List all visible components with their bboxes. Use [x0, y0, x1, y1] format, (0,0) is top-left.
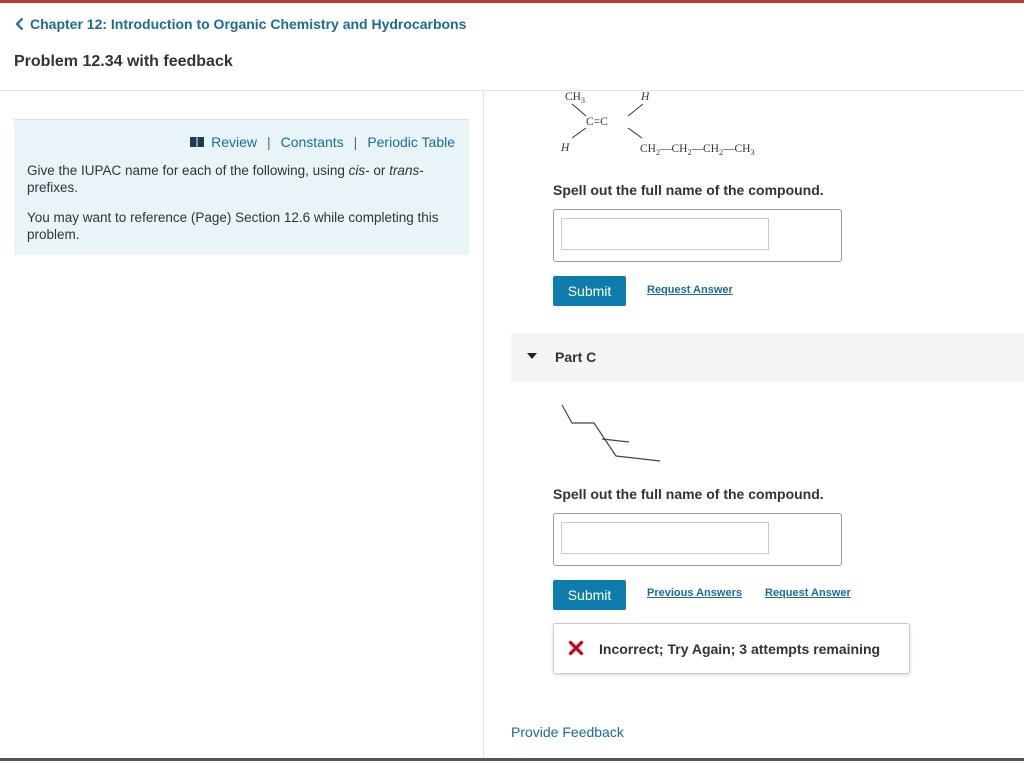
skeletal-chain — [562, 405, 660, 461]
instruction-prefix: Give the IUPAC name for each of the following, using — [27, 163, 349, 178]
molecule-structure-b — [556, 86, 836, 156]
provide-feedback-link[interactable]: Provide Feedback — [511, 724, 624, 740]
part-c-request-answer-link[interactable]: Request Answer — [765, 587, 851, 599]
bond-h-c — [628, 104, 643, 116]
resource-links — [190, 134, 455, 150]
top-accent-line — [0, 0, 1024, 3]
chevron-left-icon — [12, 16, 28, 32]
book-icon — [190, 137, 204, 147]
bond-c-chain — [628, 128, 642, 138]
link-separator: | — [266, 134, 271, 150]
previous-answers-link[interactable]: Previous Answers — [647, 587, 742, 599]
part-c-header[interactable] — [511, 333, 1024, 382]
molecule-structure-c — [556, 395, 676, 470]
review-link[interactable]: Review — [211, 134, 257, 150]
trans-term: trans — [389, 163, 420, 178]
error-x-icon — [568, 640, 584, 656]
reference-text: You may want to reference (Page) Section 12.6 while completing this problem. — [27, 210, 439, 242]
instruction-or: - or — [365, 163, 390, 178]
part-b-submit-button[interactable]: Submit — [553, 276, 626, 306]
bond-ch3-c — [572, 104, 586, 116]
instruction-suffix: -prefixes. — [27, 163, 424, 195]
header-divider — [0, 90, 1024, 91]
chain-label: $CH_2—CH_2—CH_2—CH_3$ — [640, 143, 755, 156]
chapter-back-link[interactable] — [12, 16, 466, 32]
double-bond-label: C=C — [586, 116, 608, 128]
feedback-message-box — [553, 623, 910, 674]
constants-link[interactable]: Constants — [280, 134, 344, 150]
column-divider — [483, 90, 484, 758]
part-c-answer-box — [553, 513, 842, 566]
feedback-text: Incorrect; Try Again; 3 attempts remaining — [599, 641, 881, 657]
problem-title: Problem 12.34 with feedback — [14, 53, 233, 70]
h-top-label: H — [641, 91, 650, 103]
chapter-link-text[interactable]: Chapter 12: Introduction to Organic Chemistry and Hydrocarbons — [30, 16, 467, 32]
problem-info-panel — [14, 119, 469, 255]
part-c-answer-input[interactable] — [561, 522, 769, 554]
part-b-answer-box — [553, 209, 842, 262]
part-c-prompt: Spell out the full name of the compound. — [553, 486, 824, 502]
link-separator: | — [353, 134, 358, 150]
ch3-label: $CH_3$ — [565, 91, 585, 105]
periodic-table-link[interactable]: Periodic Table — [367, 134, 455, 150]
h-left-label: H — [561, 142, 570, 154]
part-c-submit-button[interactable]: Submit — [553, 580, 626, 610]
part-b-prompt: Spell out the full name of the compound. — [553, 182, 824, 198]
part-c-label: Part C — [555, 349, 597, 365]
caret-down-icon — [527, 353, 537, 359]
part-b-request-answer-link[interactable]: Request Answer — [647, 284, 733, 296]
part-b-answer-input[interactable] — [561, 218, 769, 250]
instruction-text — [27, 162, 452, 196]
cis-term: cis — [348, 163, 366, 178]
bond-c-h — [572, 128, 586, 138]
